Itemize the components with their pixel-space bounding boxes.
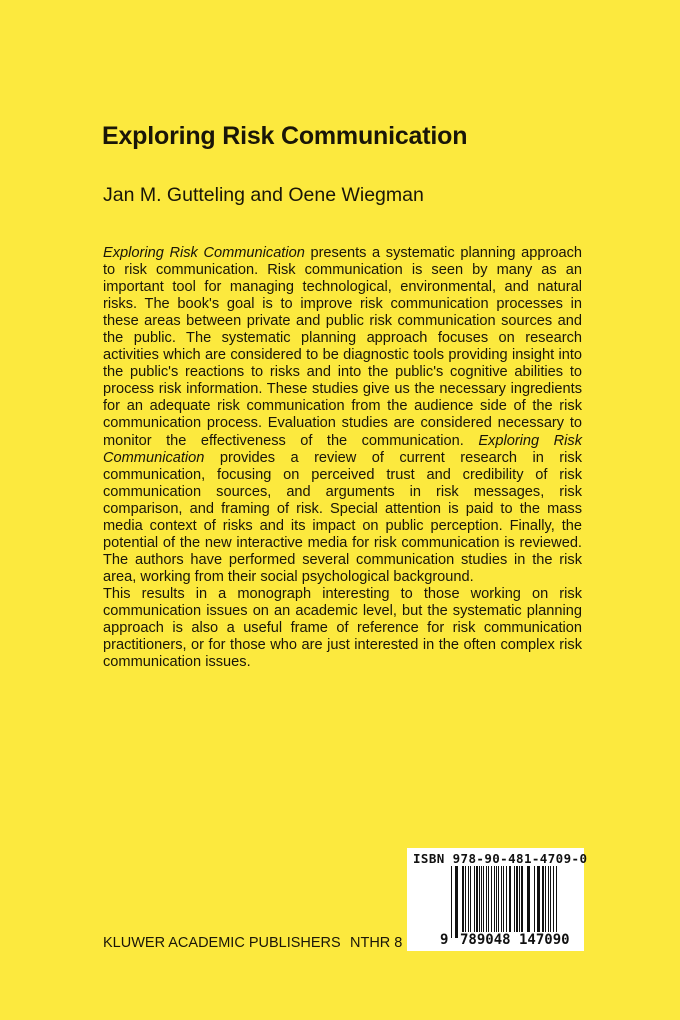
isbn-label: ISBN 978-90-481-4709-0: [413, 851, 588, 866]
back-cover-blurb: [103, 245, 582, 671]
blurb-paragraph-2: This results in a monograph interesting to those working on risk communication issues on an academic level, but the systematic planning approach is also a useful frame of reference for risk communication practitioners, or for those who are just interested in the often complex risk communication issues.: [103, 585, 582, 671]
barcode-icon: [451, 866, 557, 938]
book-title: Exploring Risk Communication: [102, 122, 468, 150]
barcode-bar: [556, 866, 557, 938]
blurb-paragraph-1: [103, 245, 582, 586]
blurb-text-1: presents a systematic planning approach to risk communication. Risk communication is seen by many as an important tool for managing technological, environmental, and natural risks. The book's goal is to improve risk communication processes in these areas between private and public risk communication sources and the public. The systematic planning approach focuses on research activities which are considered to be diagnostic tools providing insight into the public's reactions to risks and into the public's cognitive abilities to process risk information. These studies give us the necessary ingredients for an adequate risk communication from the audience side of the risk communication process. Evaluation studies are considered necessary to monitor the effectiveness of the communication.: [103, 245, 582, 449]
blurb-italic-title-2: Exploring Risk Communication: [103, 432, 582, 466]
book-authors: Jan M. Gutteling and Oene Wiegman: [103, 184, 424, 206]
ean-first-digit: 9: [440, 932, 449, 948]
isbn-barcode-box: [407, 848, 588, 951]
ean-digits: 789048 147090: [460, 932, 570, 948]
blurb-text-2: provides a review of current research in risk communication, focusing on perceived trust and credibility of risk communication sources, and arguments in risk messages, risk comparison, and framing of risk. Special attention is paid to the mass media context of risks and its impact on public perception. Finally, the potential of the new interactive media for risk communication is reviewed. The authors have performed several communication studies in the risk area, working from their social psychological background.: [103, 449, 582, 585]
publisher-name: KLUWER ACADEMIC PUBLISHERS: [103, 935, 341, 951]
series-label: NTHR 8: [350, 935, 403, 951]
blurb-italic-title-1: Exploring Risk Communication: [103, 245, 305, 261]
